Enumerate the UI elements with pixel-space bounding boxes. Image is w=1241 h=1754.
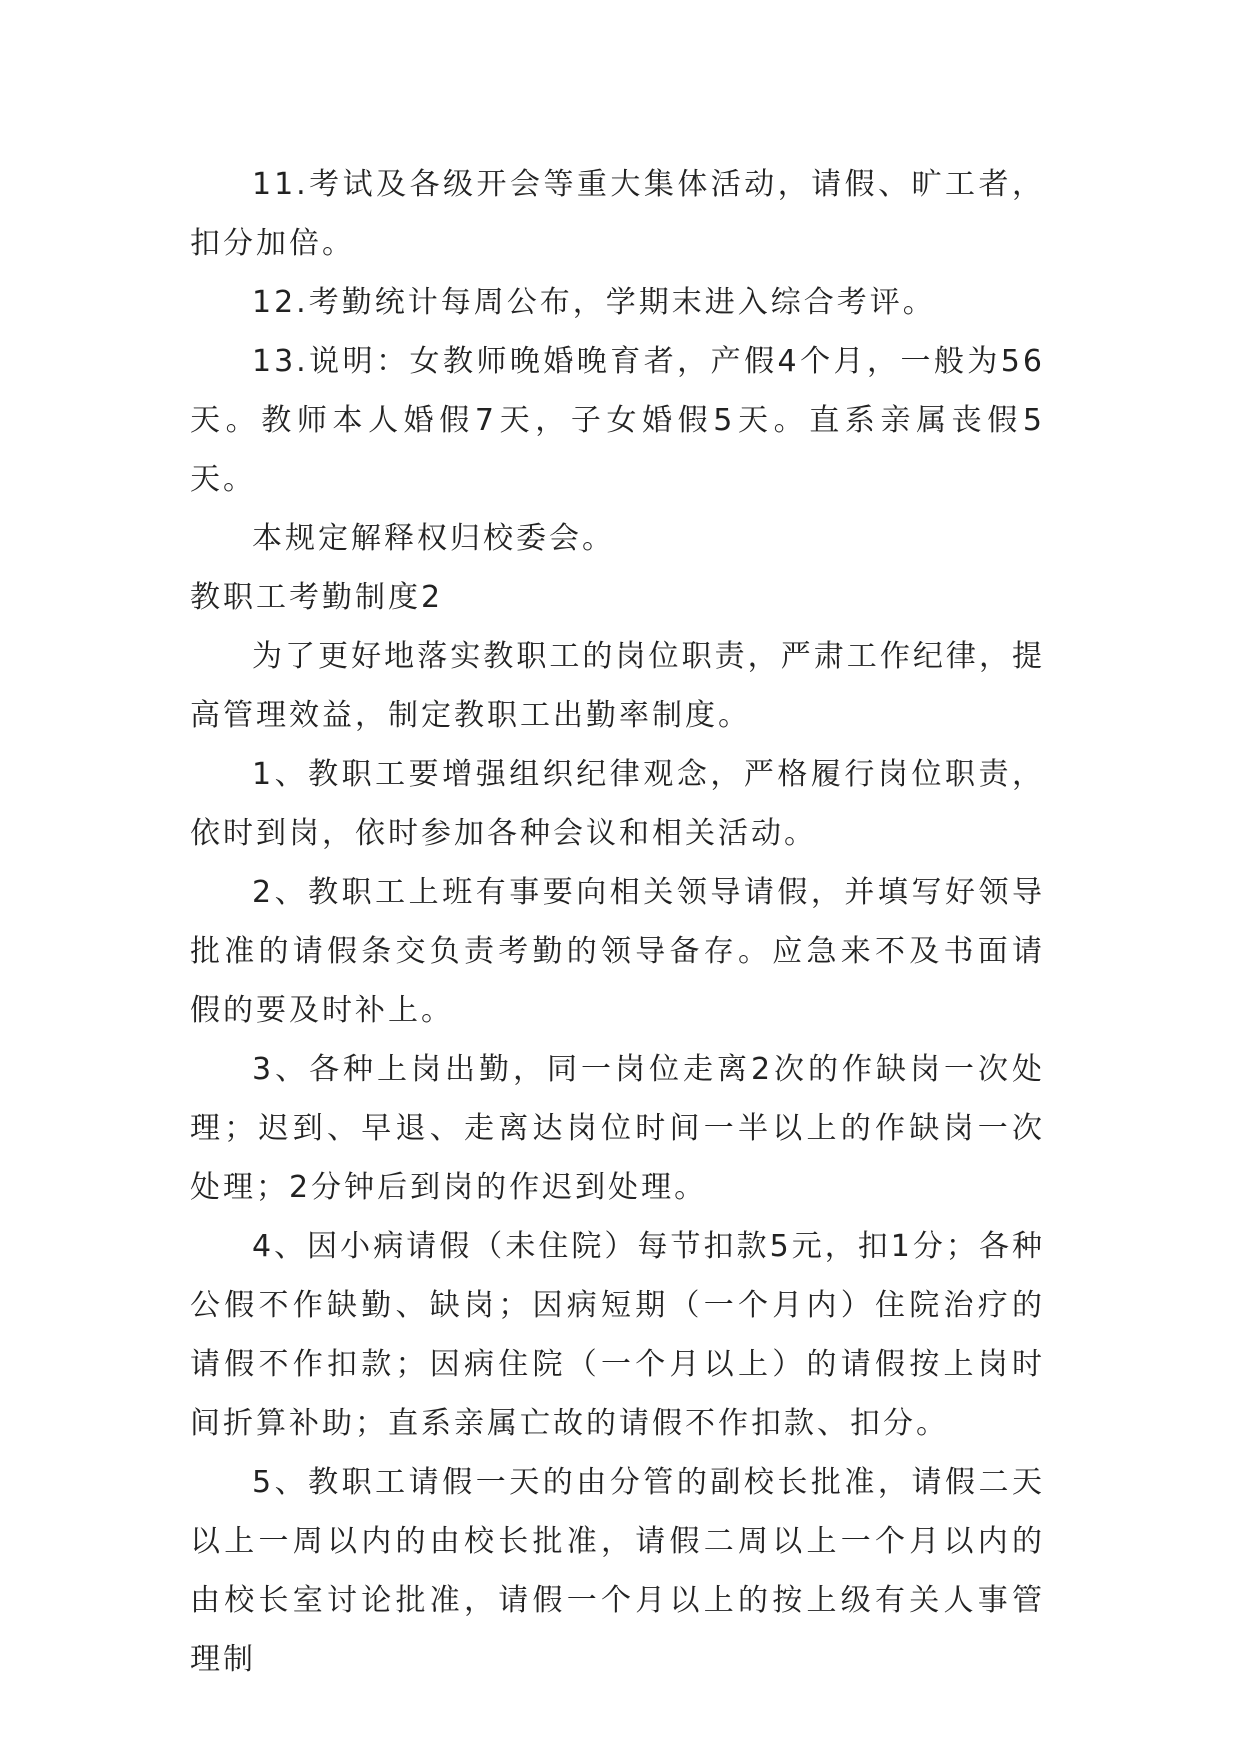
paragraph-rule-11: 11.考试及各级开会等重大集体活动，请假、旷工者，扣分加倍。 [190,167,1045,261]
paragraph-intro: 为了更好地落实教职工的岗位职责，严肃工作纪律，提高管理效益，制定教职工出勤率制度。 [190,639,1045,733]
paragraph-interpretation-note: 本规定解释权归校委会。 [252,521,615,556]
paragraph-rule-12: 12.考勤统计每周公布，学期末进入综合考评。 [252,285,936,320]
paragraph-item-1: 1、教职工要增强组织纪律观念，严格履行岗位职责，依时到岗，依时参加各种会议和相关活动。 [190,757,1045,851]
paragraph-rule-13: 13.说明：女教师晚婚晚育者，产假4个月，一般为56天。教师本人婚假7天，子女婚假5天。直系亲属丧假5天。 [190,344,1045,497]
paragraph-item-5: 5、教职工请假一天的由分管的副校长批准，请假二天以上一周以内的由校长批准，请假二周以上一个月以内的由校长室讨论批准，请假一个月以上的按上级有关人事管理制 [190,1465,1045,1677]
paragraph-item-4: 4、因小病请假（未住院）每节扣款5元，扣1分；各种公假不作缺勤、缺岗；因病短期（一个月内）住院治疗的请假不作扣款；因病住院（一个月以上）的请假按上岗时间折算补助；直系亲属亡故的请假不作扣款、扣分。 [190,1229,1045,1441]
paragraph-item-3: 3、各种上岗出勤，同一岗位走离2次的作缺岗一次处理；迟到、早退、走离达岗位时间一半以上的作缺岗一次处理；2分钟后到岗的作迟到处理。 [190,1052,1045,1205]
paragraph-item-2: 2、教职工上班有事要向相关领导请假，并填写好领导批准的请假条交负责考勤的领导备存。应急来不及书面请假的要及时补上。 [190,875,1045,1028]
document-body [190,155,1045,1689]
section-title: 教职工考勤制度2 [190,580,444,615]
